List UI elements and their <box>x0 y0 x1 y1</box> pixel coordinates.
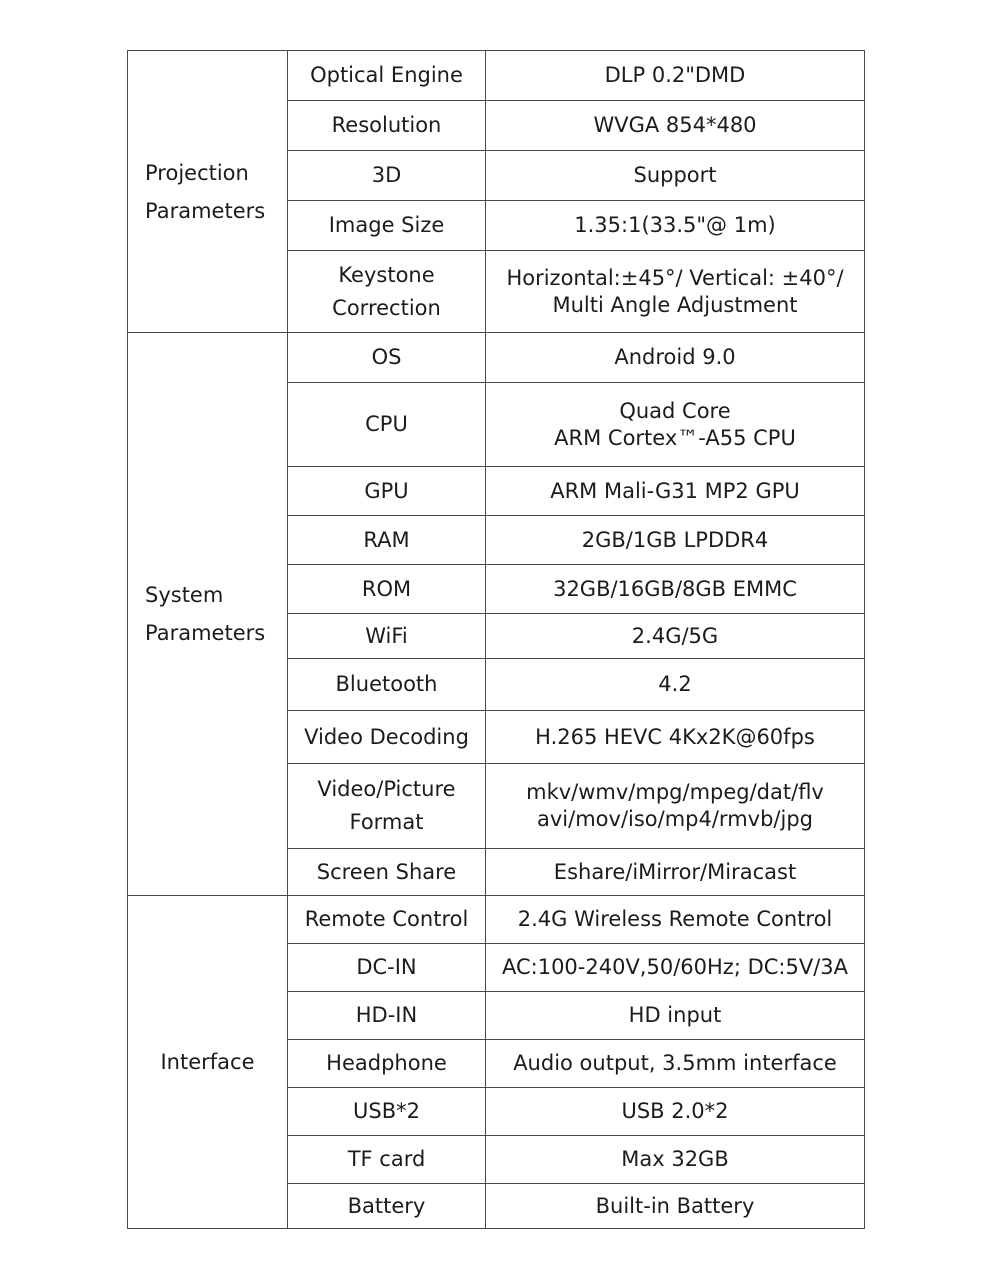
spec-value: Android 9.0 <box>614 345 736 369</box>
spec-label-cell <box>288 201 486 251</box>
spec-value-cell <box>486 896 865 944</box>
spec-label: Headphone <box>326 1051 447 1075</box>
spec-value-cell <box>486 333 865 383</box>
group-name-line: Interface <box>160 1050 255 1074</box>
spec-value-cell <box>486 151 865 201</box>
spec-value: Horizontal:±45°/ Vertical: ±40°/ <box>506 265 844 290</box>
spec-label-cell <box>288 383 486 467</box>
group-interface <box>128 896 288 1229</box>
spec-label-cell <box>288 711 486 764</box>
spec-value-cell <box>486 51 865 101</box>
spec-value-cell <box>486 1136 865 1184</box>
spec-value: H.265 HEVC 4Kx2K@60fps <box>535 724 815 749</box>
spec-value-cell <box>486 711 865 764</box>
spec-value-cell <box>486 1088 865 1136</box>
spec-value-cell <box>486 992 865 1040</box>
spec-label: RAM <box>363 527 410 552</box>
spec-label-cell <box>288 101 486 151</box>
spec-label: OS <box>371 345 402 369</box>
spec-value-cell <box>486 101 865 151</box>
spec-label: Bluetooth <box>335 672 438 696</box>
spec-label: Remote Control <box>304 907 469 931</box>
spec-label: Video Decoding <box>304 724 469 749</box>
spec-value: 2.4G Wireless Remote Control <box>517 907 833 931</box>
spec-value: AC:100-240V,50/60Hz; DC:5V/3A <box>501 955 849 979</box>
spec-label: Battery <box>347 1193 426 1218</box>
spec-value: avi/mov/iso/mp4/rmvb/jpg <box>537 807 813 831</box>
table-row <box>128 51 865 101</box>
spec-value-cell <box>486 614 865 659</box>
spec-value: ARM Cortex™-A55 CPU <box>554 425 796 450</box>
spec-label-cell <box>288 251 486 333</box>
spec-label: Format <box>349 810 424 834</box>
spec-value: ARM Mali-G31 MP2 GPU <box>550 478 800 503</box>
spec-label-cell <box>288 51 486 101</box>
spec-label: Correction <box>332 295 441 320</box>
spec-label: HD-IN <box>355 1003 418 1027</box>
spec-value-cell <box>486 383 865 467</box>
spec-value: 32GB/16GB/8GB EMMC <box>553 576 797 601</box>
spec-value-cell <box>486 201 865 251</box>
group-projection-parameters <box>128 51 288 333</box>
spec-label-cell <box>288 1088 486 1136</box>
spec-table-body <box>128 51 865 1229</box>
spec-label-cell <box>288 565 486 614</box>
spec-label-cell <box>288 333 486 383</box>
group-system-parameters <box>128 333 288 896</box>
spec-label: TF card <box>347 1147 426 1171</box>
spec-label: USB*2 <box>353 1099 420 1123</box>
spec-label-cell <box>288 896 486 944</box>
spec-label: 3D <box>371 163 402 187</box>
spec-value: Quad Core <box>619 398 731 423</box>
spec-value: HD input <box>628 1003 722 1027</box>
spec-value: WVGA 854*480 <box>593 113 757 137</box>
spec-value: DLP 0.2"DMD <box>604 63 746 87</box>
spec-label-cell <box>288 659 486 711</box>
spec-value-cell <box>486 1184 865 1229</box>
spec-label-cell <box>288 764 486 849</box>
spec-value: Support <box>633 163 717 187</box>
table-row <box>128 896 865 944</box>
spec-label-cell <box>288 516 486 565</box>
spec-value: Max 32GB <box>621 1147 729 1171</box>
spec-label: WiFi <box>365 623 408 648</box>
spec-value: Built-in Battery <box>595 1193 755 1218</box>
spec-value: Eshare/iMirror/Miracast <box>553 859 797 884</box>
spec-value-cell <box>486 565 865 614</box>
group-name-line: Projection <box>145 160 249 185</box>
spec-value: 1.35:1(33.5"@ 1m) <box>574 213 776 237</box>
spec-label: Keystone <box>338 262 435 287</box>
spec-value: 2.4G/5G <box>631 623 719 648</box>
spec-value: USB 2.0*2 <box>621 1099 729 1123</box>
spec-value-cell <box>486 251 865 333</box>
spec-value: 4.2 <box>658 672 692 696</box>
group-name-line: Parameters <box>145 621 266 645</box>
spec-value-cell <box>486 1040 865 1088</box>
spec-label: Image Size <box>328 213 445 237</box>
spec-label: GPU <box>364 478 409 503</box>
spec-label-cell <box>288 849 486 896</box>
spec-value-cell <box>486 764 865 849</box>
spec-label: ROM <box>361 576 412 601</box>
group-name-line: System <box>145 583 224 607</box>
spec-label: Video/Picture <box>317 777 456 801</box>
spec-value-cell <box>486 659 865 711</box>
spec-label-cell <box>288 944 486 992</box>
group-name-line: Parameters <box>145 198 266 223</box>
spec-value-cell <box>486 467 865 516</box>
spec-label: CPU <box>365 412 408 436</box>
spec-label: DC-IN <box>356 955 417 979</box>
spec-value: 2GB/1GB LPDDR4 <box>581 527 769 552</box>
spec-value-cell <box>486 849 865 896</box>
spec-value-cell <box>486 516 865 565</box>
spec-value: mkv/wmv/mpg/mpeg/dat/flv <box>526 780 824 804</box>
spec-label-cell <box>288 467 486 516</box>
spec-value-cell <box>486 944 865 992</box>
spec-label-cell <box>288 151 486 201</box>
spec-label-cell <box>288 1136 486 1184</box>
spec-label: Resolution <box>331 113 442 137</box>
spec-label: Screen Share <box>316 859 457 884</box>
spec-label-cell <box>288 614 486 659</box>
spec-label-cell <box>288 1040 486 1088</box>
spec-value: Audio output, 3.5mm interface <box>513 1051 837 1075</box>
spec-label: Optical Engine <box>310 63 463 87</box>
table-row <box>128 333 865 383</box>
spec-label-cell <box>288 1184 486 1229</box>
spec-label-cell <box>288 992 486 1040</box>
spec-value: Multi Angle Adjustment <box>552 292 798 317</box>
spec-table <box>127 50 865 1229</box>
